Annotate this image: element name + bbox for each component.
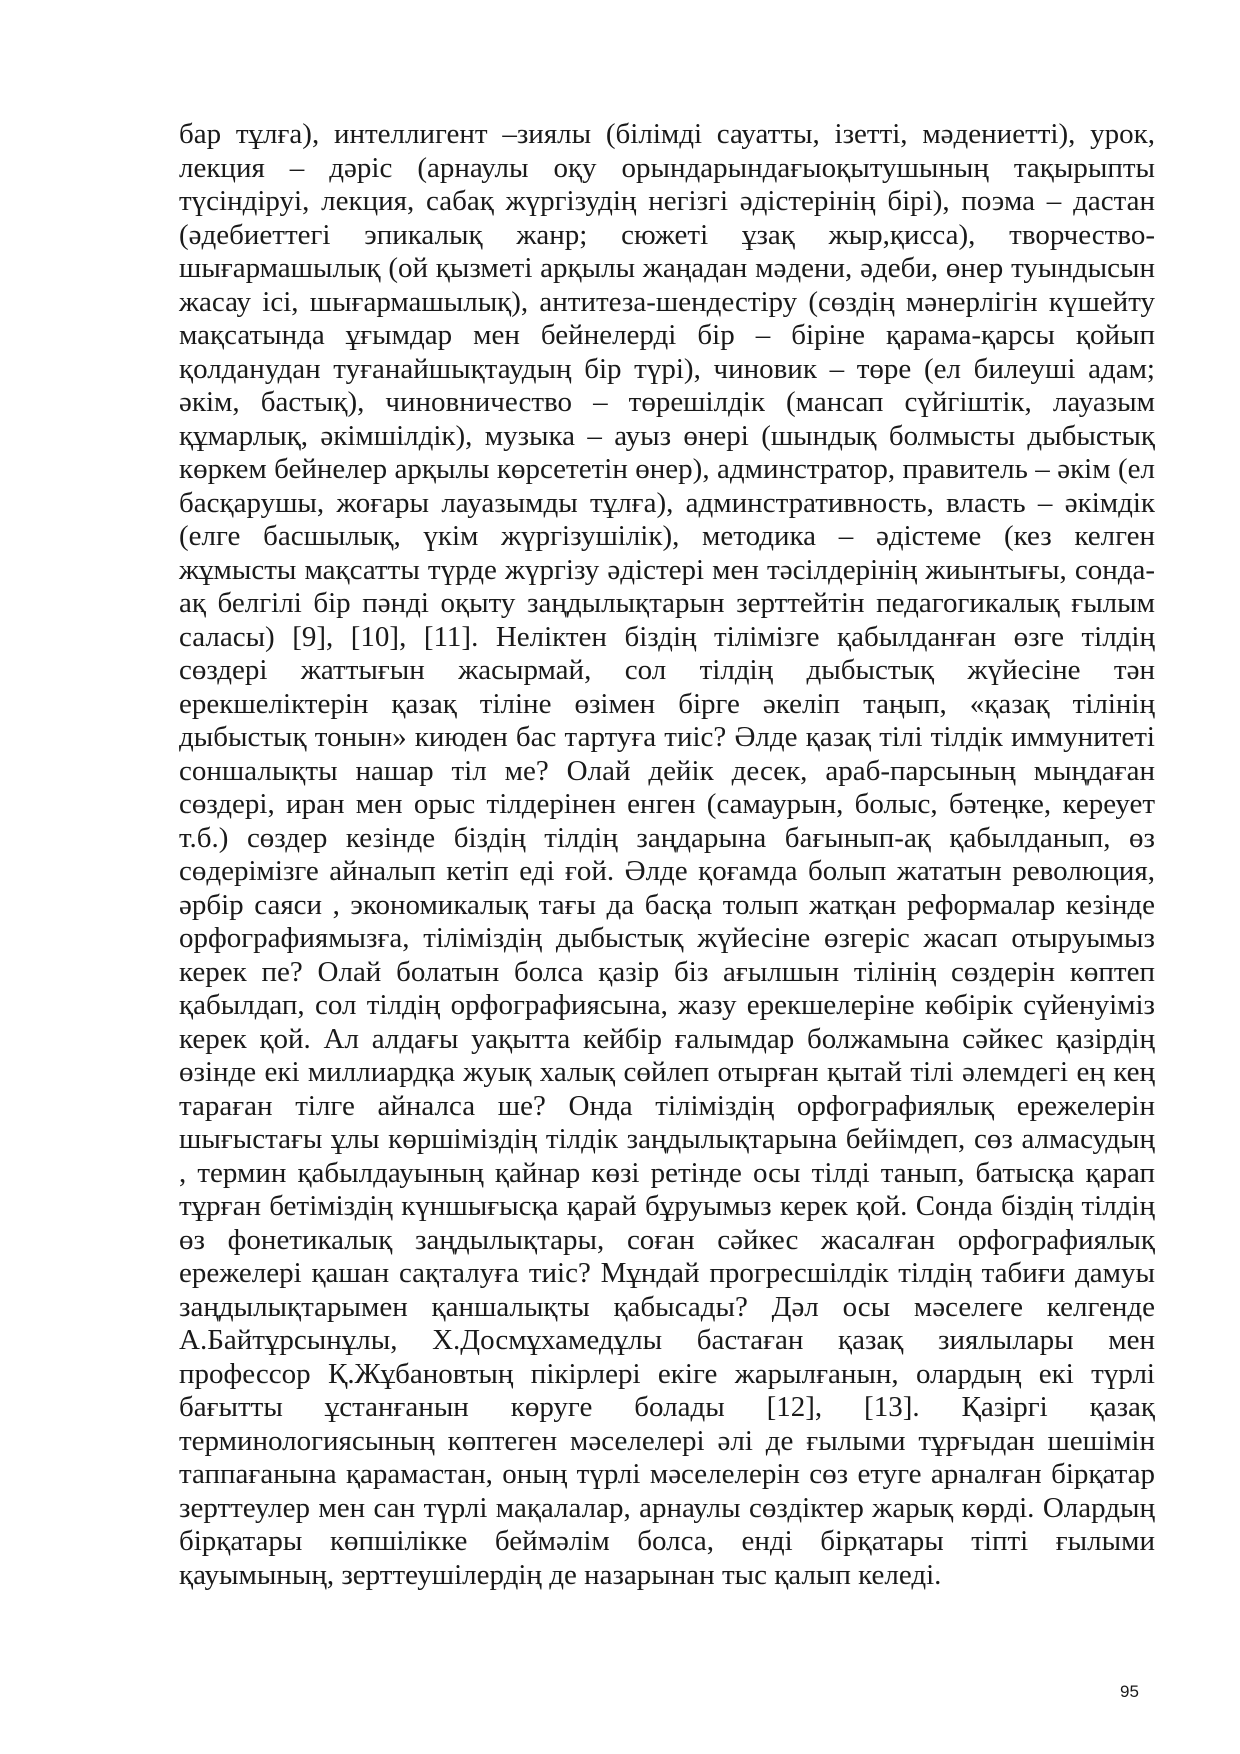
body-paragraph: бар тұлға), интеллигент –зиялы (білімді сауатты, ізетті, мәдениетті), урок, лекция – дәріс (арнаулы оқу орындарындағыоқытушының тақырыпты түсіндіруі, лекция, сабақ жүргізудің негізгі әдістерінің бірі), поэма – дастан (әдебиеттегі эпикалық жанр; сюжеті ұзақ жыр,қисса), творчество-шығармашылық (ой қызметі арқылы жаңадан мәдени, әдеби, өнер туындысын жасау ісі, шығармашылық), антитеза-шендестіру (сөздің мәнерлігін күшейту мақсатында ұғымдар мен бейнелерді бір – біріне қарама-қарсы қойып қолданудан туғанайшықтаудың бір түрі), чиновик – төре (ел билеуші адам; әкім, бастық), чиновничество – төрешілдік (мансап сүйгіштік, лауазым құмарлық, әкімшілдік), музыка – ауыз өнері (шындық болмысты дыбыстық көркем бейнелер арқылы көрсететін өнер), админстратор, правитель – әкім (ел басқарушы, жоғары лауазымды тұлға), админстративность, власть – әкімдік (елге басшылық, үкім жүргізушілік), методика – әдістеме (кез келген жұмысты мақсатты түрде жүргізу әдістері мен тәсілдерінің жиынтығы, сонда-ақ белгілі бір пәнді оқыту заңдылықтарын зерттейтін педагогикалық ғылым саласы) [9], [10], [11]. Неліктен біздің тілімізге қабылданған өзге тілдің сөздері жаттығын жасырмай, сол тілдің дыбыстық жүйесіне тән ерекшеліктерін қазақ тіліне өзімен бірге әкеліп таңып, «қазақ тілінің дыбыстық тонын» киюден бас тартуға тиіс? Әлде қазақ тілі тілдік иммунитеті соншалықты нашар тіл ме? Олай дейік десек, араб-парсының мыңдаған сөздері, иран мен орыс тілдерінен енген (самаурын, болыс, бәтеңке, кереует т.б.) сөздер кезінде біздің тілдің заңдарына бағынып-ақ қабылданып, өз сөдерімізге айналып кетіп еді ғой. Әлде қоғамда болып жататын революция, әрбір саяси , экономикалық тағы да басқа толып жатқан реформалар кезінде орфографиямызға, тіліміздің дыбыстық жүйесіне өзгеріс жасап отыруымыз керек пе? Олай болатын болса қазір біз ағылшын тілінің сөздерін көптеп қабылдап, сол тілдің орфографиясына, жазу ерекшелеріне көбірік сүйенуіміз керек қой. Ал алдағы уақытта кейбір ғалымдар болжамына сәйкес қазірдің өзінде екі миллиардқа жуық халық сөйлеп отырған қытай тілі әлемдегі ең кең тараған тілге айналса ше? Онда тіліміздің орфографиялық ережелерін шығыстағы ұлы көршіміздің тілдік заңдылықтарына бейімдеп, сөз алмасудың , термин қабылдауының қайнар көзі ретінде осы тілді танып, батысқа қарап тұрған бетіміздің күншығысқа қарай бұруымыз керек қой. Сонда біздің тілдің өз фонетикалық заңдылықтары, соған сәйкес жасалған орфографиялық ережелері қашан сақталуға тиіс? Мұндай прогресшілдік тілдің табиғи дамуы заңдылықтарымен қаншалықты қабысады? Дәл осы мәселеге келгенде А.Байтұрсынұлы, Х.Досмұхамедұлы бастаған қазақ зиялылары мен профессор Қ.Жұбановтың пікірлері екіге жарылғанын, олардың екі түрлі бағытты ұстанғанын көруге болады [12], [13]. Қазіргі қазақ терминологиясының көптеген мәселелері әлі де ғылыми тұрғыдан шешімін таппағанына қарамастан, оның түрлі мәселелерін сөз етуге арналған бірқатар зерттеулер мен сан түрлі мақалалар, арнаулы сөздіктер жарық көрді. Олардың бірқатары көпшілікке беймәлім болса, енді бірқатары тіпті ғылыми қауымының, зерттеушілердің де назарынан тыс қалып келеді. (179, 118, 1155, 1591)
page-number: 95 (1120, 1682, 1139, 1701)
